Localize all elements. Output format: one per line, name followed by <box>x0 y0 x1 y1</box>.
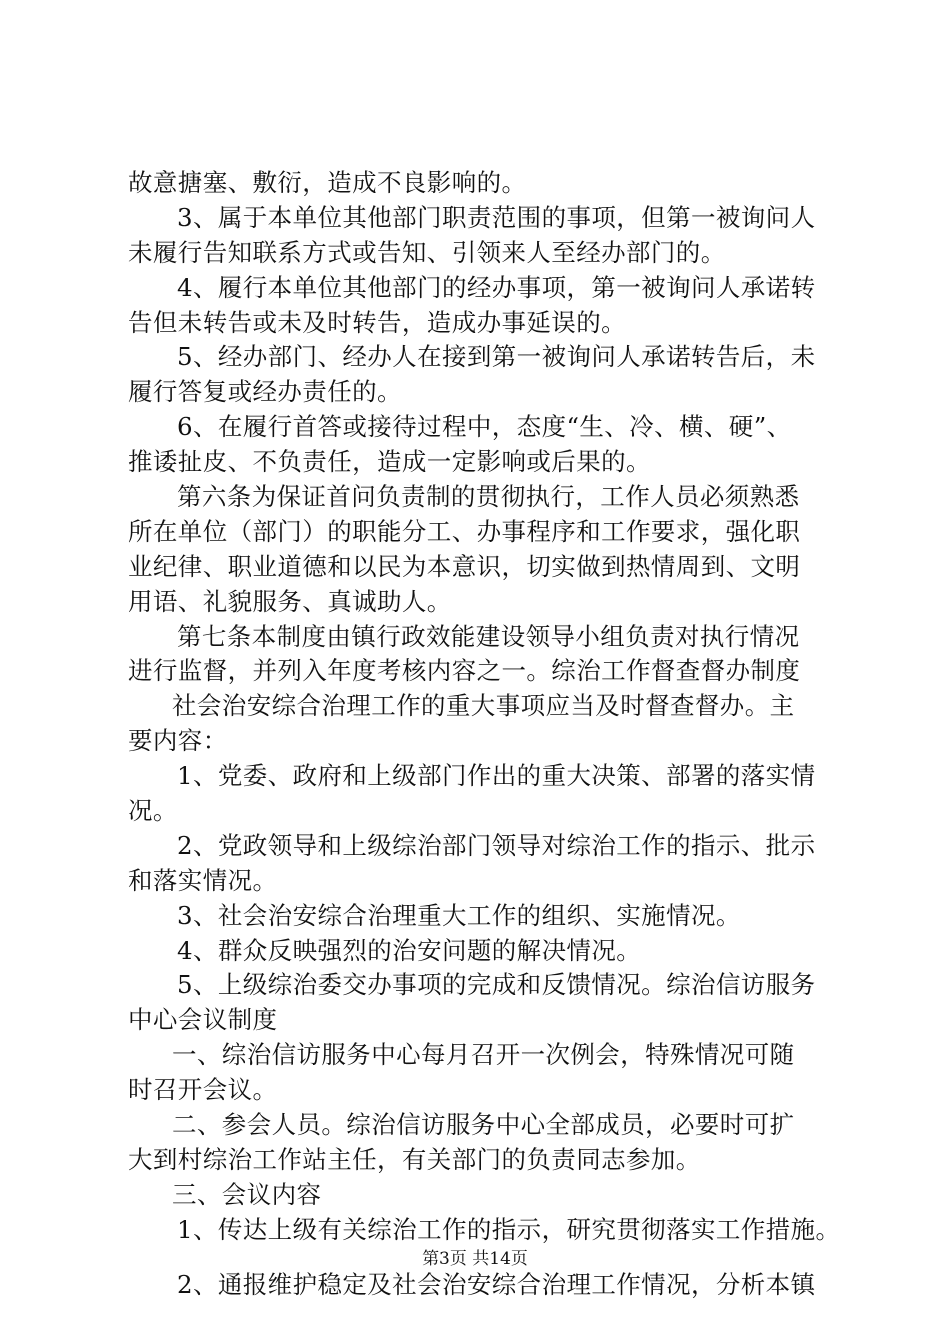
text-line: 6、在履行首答或接待过程中，态度“生、冷、横、硬”、 <box>177 412 792 442</box>
text-line: 2、通报维护稳定及社会治安综合治理工作情况，分析本镇 <box>177 1269 816 1299</box>
text-line: 2、党政领导和上级综治部门领导对综治工作的指示、批示 <box>177 830 816 860</box>
text-line: 3、社会治安综合治理重大工作的组织、实施情况。 <box>177 900 741 930</box>
text-line: 4、群众反映强烈的治安问题的解决情况。 <box>177 935 642 965</box>
text-line: 用语、礼貌服务、真诚助人。 <box>128 586 452 616</box>
text-line: 1、党委、政府和上级部门作出的重大决策、部署的落实情 <box>177 761 816 791</box>
text-line: 所在单位（部门）的职能分工、办事程序和工作要求，强化职 <box>128 516 801 546</box>
text-line: 业纪律、职业道德和以民为本意识，切实做到热情周到、文明 <box>128 551 801 581</box>
text-line: 时召开会议。 <box>128 1075 278 1105</box>
text-line: 和落实情况。 <box>128 865 278 895</box>
text-line: 3、属于本单位其他部门职责范围的事项，但第一被询问人 <box>177 202 816 232</box>
text-line: 进行监督，并列入年度考核内容之一。综治工作督查督办制度 <box>128 656 801 686</box>
text-line: 二、参会人员。综治信访服务中心全部成员，必要时可扩 <box>172 1110 795 1140</box>
text-line: 中心会议制度 <box>128 1005 278 1035</box>
text-line: 告但未转告或未及时转告，造成办事延误的。 <box>128 307 626 337</box>
text-line: 履行答复或经办责任的。 <box>128 377 402 407</box>
text-line: 1、传达上级有关综治工作的指示，研究贯彻落实工作措施。 <box>177 1214 841 1244</box>
text-line: 4、履行本单位其他部门的经办事项，第一被询问人承诺转 <box>177 272 816 302</box>
text-line: 第六条为保证首问负责制的贯彻执行，工作人员必须熟悉 <box>177 482 800 512</box>
text-line: 要内容： <box>128 726 228 756</box>
text-line: 故意搪塞、敷衍，造成不良影响的。 <box>128 168 527 197</box>
text-line: 社会治安综合治理工作的重大事项应当及时督查督办。主 <box>172 691 795 721</box>
document-body <box>128 166 841 1303</box>
text-line: 大到村综治工作站主任，有关部门的负责同志参加。 <box>128 1144 701 1174</box>
text-line: 5、经办部门、经办人在接到第一被询问人承诺转告后，未 <box>177 342 816 372</box>
text-line: 5、上级综治委交办事项的完成和反馈情况。综治信访服务 <box>177 970 816 1000</box>
page-number-footer: 第3页 共14页 <box>422 1249 528 1269</box>
text-line: 推诿扯皮、不负责任，造成一定影响或后果的。 <box>128 447 651 477</box>
text-line: 况。 <box>128 796 178 826</box>
text-line: 第七条本制度由镇行政效能建设领导小组负责对执行情况 <box>177 621 800 651</box>
text-line: 三、会议内容 <box>172 1179 322 1209</box>
text-line: 未履行告知联系方式或告知、引领来人至经办部门的。 <box>128 237 726 267</box>
text-line: 一、综治信访服务中心每月召开一次例会，特殊情况可随 <box>172 1040 795 1070</box>
